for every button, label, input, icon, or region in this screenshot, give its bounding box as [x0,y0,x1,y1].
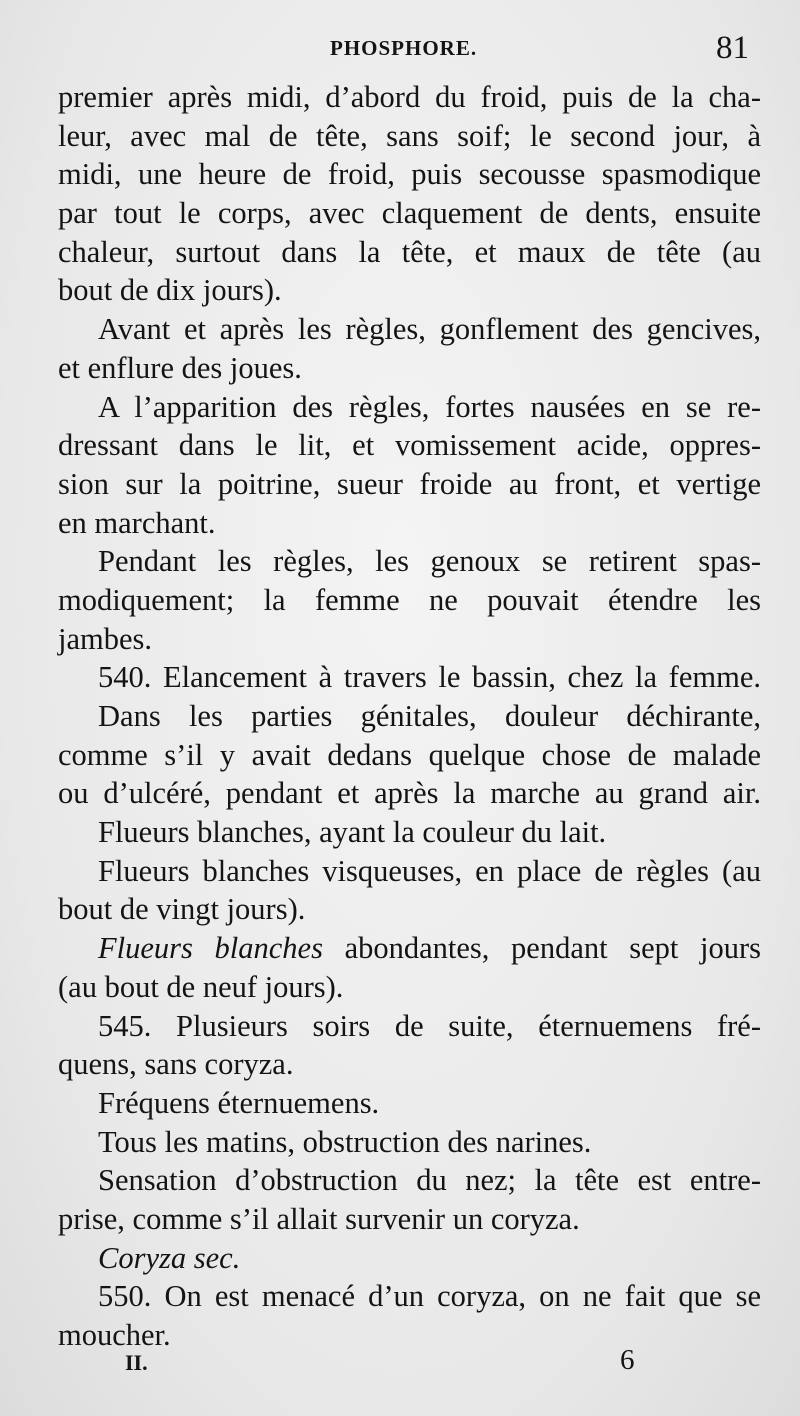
body-text [58,78,761,1355]
text-line: et enflure des joues. [58,350,302,385]
text-line: bout de vingt jours). [58,892,306,927]
text-line: moucher. [58,1318,171,1352]
text-line: (au bout de neuf jours). [58,969,344,1004]
text-line: leur, avec mal de tête, sans soif; le second jour, à [58,118,761,153]
italic-phrase: Flueurs blanches [98,931,323,966]
paragraph-line: Tous les matins, obstruction des narines. [98,1124,592,1159]
text-line: premier après midi, d’abord du froid, puis de la cha- [58,80,761,114]
paragraph-start-line: Avant et après les règles, gonflement des gencives, [98,312,761,347]
paragraph-line: Flueurs blanches, ayant la couleur du lait. [98,815,607,850]
signature-mark: II. [125,1350,148,1375]
page-footer [0,1344,800,1384]
text-line: chaleur, surtout dans la tête, et maux de tête (au [58,234,761,269]
numbered-paragraph-line: 545. Plusieurs soirs de suite, éternuemens fré- [98,1008,761,1043]
numbered-paragraph-line: 540. Elancement à travers le bassin, chez la femme. [98,660,761,695]
paragraph-start-line: Pendant les règles, les genoux se retirent spas- [98,544,761,579]
text-line: midi, une heure de froid, puis secousse spasmodique [58,157,761,192]
text-line: modiquement; la femme ne pouvait étendre les [58,582,761,617]
text-line: en marchant. [58,505,216,540]
paragraph-start-line: Dans les parties génitales, douleur déchirante, [98,699,761,733]
text-line: prise, comme s’il allait survenir un coryza. [58,1201,580,1236]
numbered-paragraph-line: 550. On est menacé d’un coryza, on ne fait que se [98,1279,761,1314]
paragraph-start-line [58,929,761,968]
signature-number: 6 [620,1344,635,1376]
italic-paragraph-line: Coryza sec. [98,1240,241,1275]
text-line: bout de dix jours). [58,273,282,308]
text-line: quens, sans coryza. [58,1047,294,1082]
text-line: jambes. [58,621,153,656]
text-line: par tout le corps, avec claquement de dents, ensuite [58,196,761,231]
page-header [0,30,800,74]
text-line: sion sur la poitrine, sueur froide au front, et vertige [58,466,761,501]
running-head: PHOSPHORE. [330,36,478,60]
paragraph-line: Fréquens éternuemens. [98,1085,380,1120]
text-line: comme s’il y avait dedans quelque chose de malade [58,737,761,772]
paragraph-start-line: Flueurs blanches visqueuses, en place de règles (au [98,853,761,888]
text-line: dressant dans le lit, et vomissement acide, oppres- [58,428,761,463]
text-line: ou d’ulcéré, pendant et après la marche au grand air. [58,776,761,811]
paragraph-start-line: A l’apparition des règles, fortes nausées en se re- [98,389,761,424]
text-span: abondantes, pendant sept jours [344,931,761,966]
page-number: 81 [716,30,749,66]
paragraph-start-line: Sensation d’obstruction du nez; la tête est entre- [98,1163,761,1198]
